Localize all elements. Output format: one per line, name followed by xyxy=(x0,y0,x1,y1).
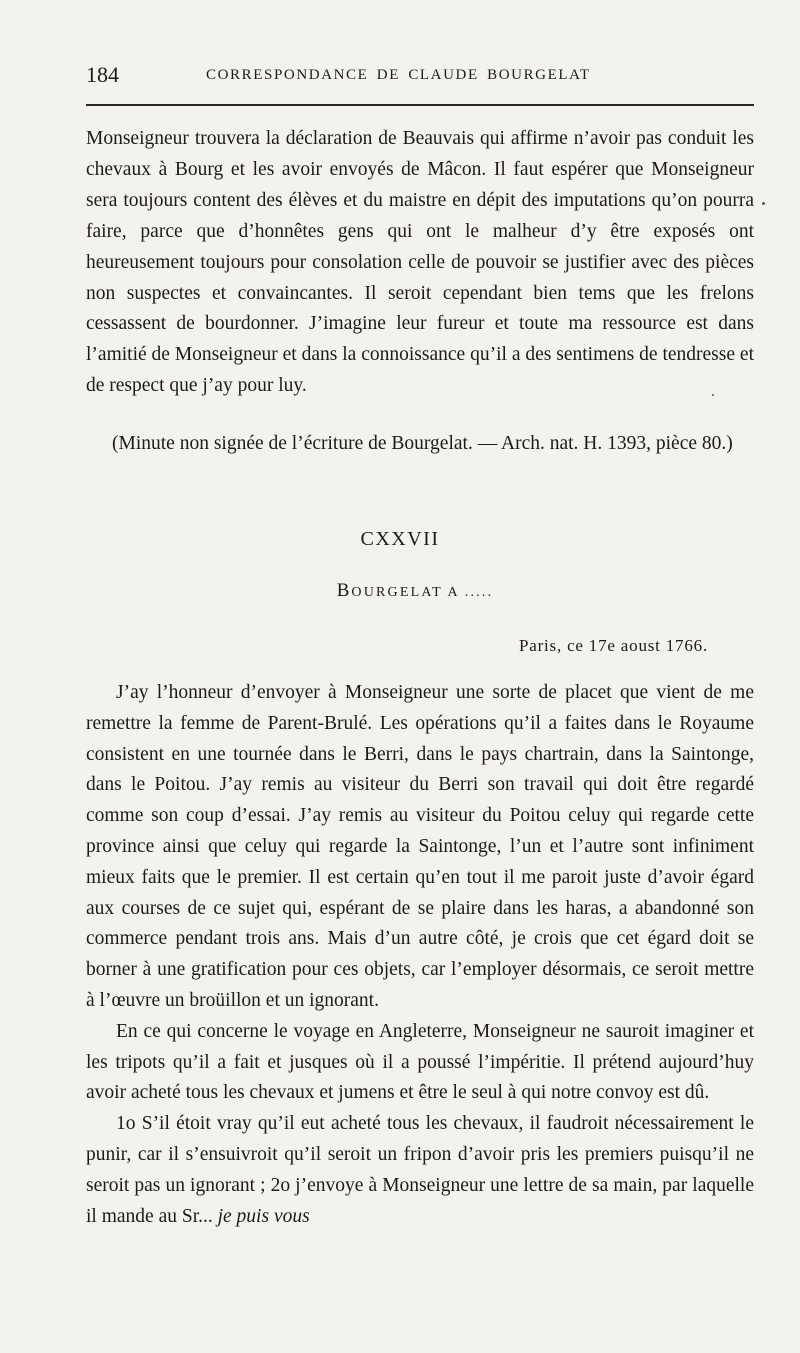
letter-paragraph-last xyxy=(86,1109,754,1232)
letter-heading-rest: OURGELAT A ..... xyxy=(351,585,494,600)
letter-paragraph: J’ay l’honneur d’envoyer à Monseigneur une sorte de placet que vient de me remettre la femme de Parent-Brulé. Les opérations qu’il a faites dans le Royaume consistent en une tournée dans le Berri, dans le pays chartrain, dans la Saintonge, dans le Poitou. J’ay remis au visiteur du Berri son travail qui doit être regardé comme son coup d’essai. J’ay remis au visiteur du Poitou celuy qui regarde cette province ainsi que celuy qui regarde la Saintonge, l’un et l’autre sont infiniment mieux faits que le premier. Il est certain qu’en tout il me paroit juste d’avoir égard aux courses de ce sujet qui, espérant de se plaire dans les haras, a abandonné son commerce pendant trois ans. Mais d’un autre côté, je crois que cet égard doit se borner à une gratification pour ces objets, car l’employer désormais, ce seroit mettre à l’œuvre un broüillon et un ignorant. xyxy=(86,682,754,1011)
archival-citation xyxy=(86,428,754,459)
letter-heading-initial: B xyxy=(336,580,352,601)
page-header xyxy=(86,62,754,92)
page-number: 184 xyxy=(86,62,119,87)
header-rule xyxy=(86,104,754,106)
paper-speck xyxy=(762,202,765,205)
citation-text: (Minute non signée de l’écriture de Bourgelat. — Arch. nat. H. 1393, pièce 80.) xyxy=(112,433,733,454)
continuation-paragraph: Monseigneur trouvera la déclaration de Beauvais qui affirme n’avoir pas conduit les chevaux à Bourg et les avoir envoyés de Mâcon. Il faut espérer que Monseigneur sera toujours content des élèves et du maistre en dépit des imputations qu’on pourra faire, parce que d’honnêtes gens qui ont le malheur d’y être exposés ont heureusement toujours pour consolation celle de pouvoir se justifier avec des pièces non suspectes et convaincantes. Il seroit cependant bien tems que les frelons cessassent de bourdonner. J’imagine leur fureur et toute ma ressource est dans l’amitié de Monseigneur et dans la connoissance qu’il a des sentimens de tendresse et de respect que j’ay pour luy. xyxy=(86,128,754,397)
continuation-text xyxy=(86,124,754,402)
last-paragraph-text: 1o S’il étoit vray qu’il eut acheté tous les chevaux, il faudroit nécessairement le punir, car il s’ensuivroit qu’il seroit un fripon d’avoir pris les premiers puisqu’il ne seroit pas un ignorant ; 2o j’envoye à Monseigneur une lettre de sa main, par laquelle il mande au Sr... xyxy=(86,1113,754,1227)
last-paragraph-italic: je puis vous xyxy=(217,1205,310,1227)
paper-speck xyxy=(712,394,714,396)
letter-body xyxy=(86,678,754,1232)
running-title: CORRESPONDANCE DE CLAUDE BOURGELAT xyxy=(206,67,591,83)
letter-number: CXXVII xyxy=(360,528,440,550)
letter-dateline: Paris, ce 17e aoust 1766. xyxy=(518,636,708,655)
letter-paragraph: En ce qui concerne le voyage en Angleterre, Monseigneur ne sauroit imaginer et les tripots qu’il a fait et jusques où il a poussé l’impéritie. Il prétend aujourd’huy avoir acheté tous les chevaux et jumens et être le seul à qui notre convoy est dû. xyxy=(86,1020,754,1104)
letter-heading xyxy=(0,580,800,602)
